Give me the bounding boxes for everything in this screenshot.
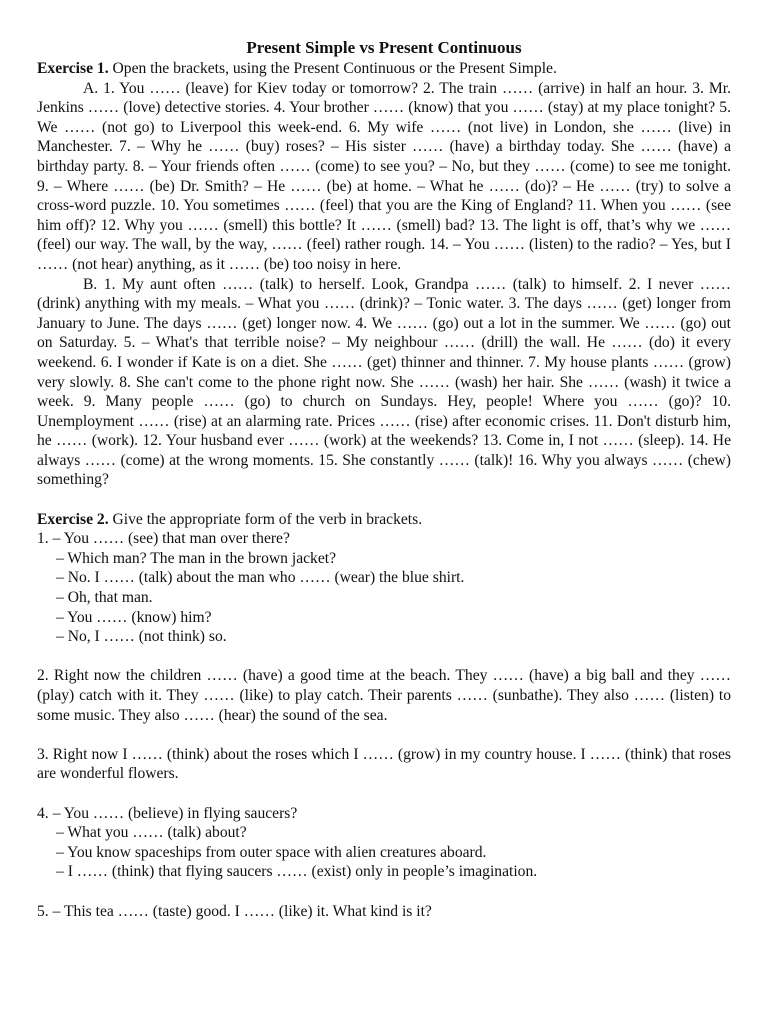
exercise-2-item-1-line: – You …… (know) him? [56, 608, 212, 626]
page-title: Present Simple vs Present Continuous [246, 38, 522, 57]
exercise-2-item-1-line: – No. I …… (talk) about the man who …… (wear) the blue shirt. [56, 569, 465, 587]
exercise-2-instruction: Give the appropriate form of the verb in brackets. [108, 510, 423, 528]
exercise-2-item-3: 3. Right now I …… (think) about the roses which I …… (grow) in my country house. I …… (think) that roses are wonderful flowers. [37, 745, 731, 783]
exercise-2-item-4-line: – I …… (think) that flying saucers …… (exist) only in people’s imagination. [56, 863, 538, 881]
exercise-2-item-4-line: 4. – You …… (believe) in flying saucers? [37, 804, 298, 822]
spacer [37, 784, 731, 804]
exercise-2-item-5: 5. – This tea …… (taste) good. I …… (like) it. What kind is it? [37, 902, 432, 920]
exercise-2-item-2: 2. Right now the children …… (have) a good time at the beach. They …… (have) a big ball and they …… (play) catch with it. They …… (like) to play catch. Their parents …… (sunbathe). They also …… (listen) to some music. They also …… (hear) the sound of the sea. [37, 667, 731, 724]
spacer [37, 647, 731, 667]
exercise-2-item-4-line: – What you …… (talk) about? [56, 824, 247, 842]
spacer [37, 725, 731, 745]
spacer [37, 882, 731, 902]
exercise-2-item-1-line: – Oh, that man. [56, 589, 153, 607]
exercise-2-item-4-line: – You know spaceships from outer space with alien creatures aboard. [56, 843, 487, 861]
exercise-1-part-a: A. 1. You …… (leave) for Kiev today or tomorrow? 2. The train …… (arrive) in half an hour. 3. Mr. Jenkins …… (love) detective stories. 4. Your brother …… (know) that you …… (stay) at my place tonight? 5. We …… (not go) to Liverpool this week-end. 6. My wife …… (not live) in London, she …… (live) in Manchester. 7. – Why he …… (buy) roses? – His sister …… (have) a birthday today. She …… (have) a birthday party. 8. – Your friends often …… (come) to see you? – No, but they …… (come) to see me tonight. 9. – Where …… (be) Dr. Smith? – He …… (be) at home. – What he …… (do)? – He …… (try) to solve a cross-word puzzle. 10. You sometimes …… (feel) that you are the King of England? 11. When you …… (see him off)? 12. Why you …… (smell) this bottle? It …… (smell) bad? 13. The light is off, that’s why we …… (feel) our way. The wall, by the way, …… (feel) rather rough. 14. – You …… (listen) to the radio? – Yes, but I …… (not hear) anything, as it …… (be) too noisy in here. [37, 79, 731, 273]
exercise-2-label: Exercise 2. [37, 510, 109, 528]
exercise-2-item-1-line: – Which man? The man in the brown jacket? [56, 549, 337, 567]
exercise-2-heading [37, 510, 731, 530]
exercise-1-part-b: B. 1. My aunt often …… (talk) to herself. Look, Grandpa …… (talk) to himself. 2. I never …… (drink) anything with my meals. – What you …… (drink)? – Tonic water. 3. The days …… (get) longer from January to June. The days …… (get) longer now. 4. We …… (go) out a lot in the summer. We …… (go) out on Saturday. 5. – What's that terrible noise? – My neighbour …… (drill) the wall. He …… (do) it every weekend. 6. I wonder if Kate is on a diet. She …… (get) thinner and thinner. 7. My house plants …… (grow) very slowly. 8. She can't come to the phone right now. She …… (wash) her hair. She …… (wash) it twice a week. 9. Many people …… (go) to church on Sundays. Hey, people! Where you …… (go)? 10. Unemployment …… (rise) at an alarming rate. Prices …… (rise) after economic crises. 11. Don't disturb him, he …… (work). 12. Your husband ever …… (work) at the weekends? 13. Come in, I not …… (sleep). 14. He always …… (come) at the wrong moments. 15. She constantly …… (talk)! 16. Why you always …… (chew) something? [37, 275, 731, 489]
exercise-1-instruction: Open the brackets, using the Present Continuous or the Present Simple. [108, 60, 557, 77]
spacer [37, 490, 731, 510]
exercise-2-item-1-line: 1. – You …… (see) that man over there? [37, 530, 290, 548]
exercise-1-label: Exercise 1. [37, 60, 109, 77]
exercise-2-item-1-line: – No, I …… (not think) so. [56, 628, 227, 646]
exercise-1-heading [37, 59, 731, 79]
